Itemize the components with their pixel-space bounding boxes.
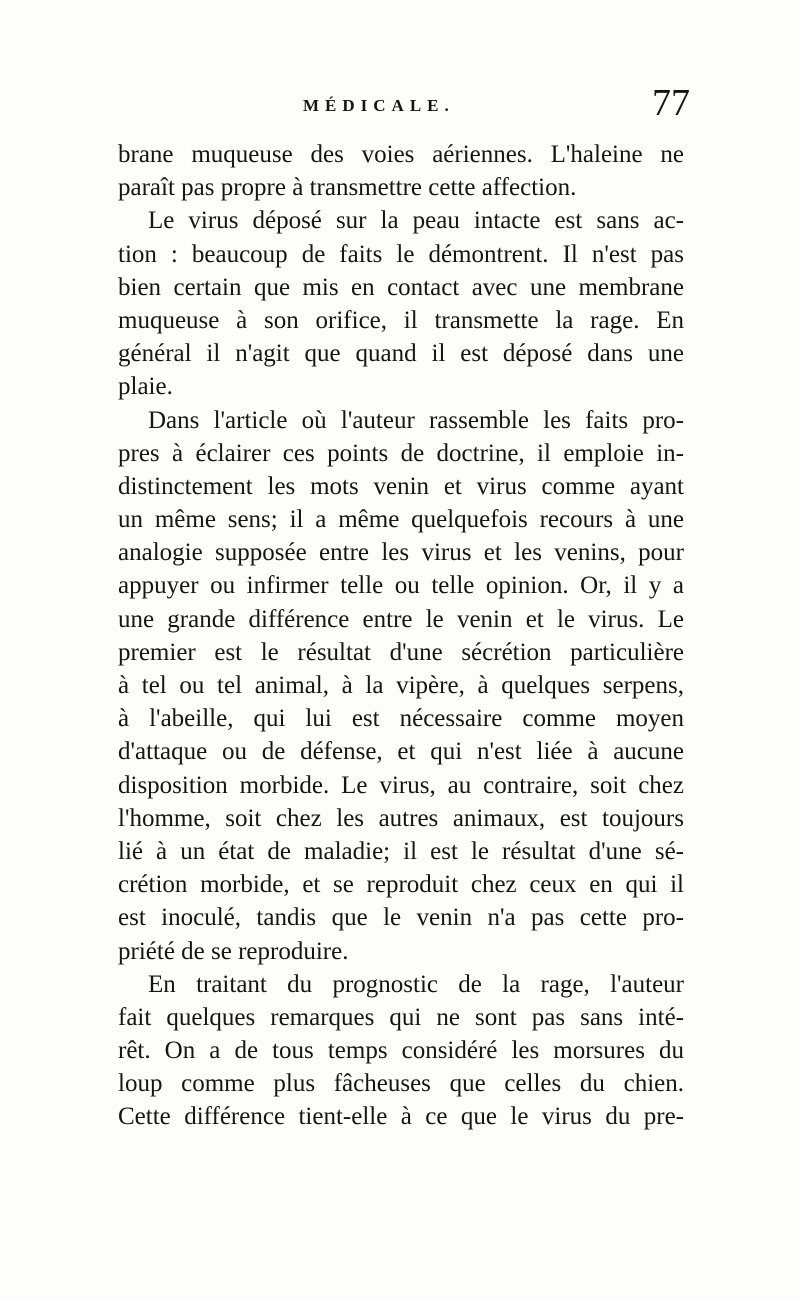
text-line: priété de se reproduire. (118, 937, 349, 965)
text-line: paraît pas propre à transmettre cette affection. (118, 174, 577, 202)
text-line: analogie supposée entre les virus et les venins, pour (118, 539, 684, 567)
text-line: premier est le résultat d'une sécrétion particulière (118, 638, 684, 666)
text-line: disposition morbide. Le virus, au contraire, soit chez (118, 771, 684, 799)
text-line: tion : beaucoup de faits le démontrent. Il n'est pas (118, 240, 684, 268)
body-text (118, 138, 684, 1134)
text-line: En traitant du prognostic de la rage, l'auteur (148, 970, 684, 998)
text-line: une grande différence entre le venin et le virus. Le (118, 605, 684, 633)
running-head (118, 84, 690, 134)
text-line: à l'abeille, qui lui est nécessaire comme moyen (118, 705, 684, 733)
text-line: général il n'agit que quand il est déposé dans une (118, 340, 684, 368)
text-line: d'attaque ou de défense, et qui n'est liée à aucune (118, 738, 684, 766)
text-line: rêt. On a de tous temps considéré les morsures du (118, 1037, 684, 1065)
text-line: plaie. (118, 373, 173, 401)
text-line: distinctement les mots venin et virus comme ayant (118, 472, 684, 500)
text-line: lié à un état de maladie; il est le résultat d'une sé- (118, 837, 684, 865)
text-line: Le virus déposé sur la peau intacte est sans ac- (148, 207, 684, 235)
text-line: Cette différence tient-elle à ce que le virus du pre- (118, 1103, 684, 1131)
text-line: muqueuse à son orifice, il transmette la rage. En (118, 306, 684, 334)
text-line: loup comme plus fâcheuses que celles du chien. (118, 1070, 684, 1098)
text-line: crétion morbide, et se reproduit chez ceux en qui il (118, 871, 684, 899)
text-line: l'homme, soit chez les autres animaux, est toujours (118, 804, 684, 832)
text-line: Dans l'article où l'auteur rassemble les faits pro- (148, 406, 684, 434)
text-line: appuyer ou infirmer telle ou telle opinion. Or, il y a (118, 572, 684, 600)
text-line: bien certain que mis en contact avec une membrane (118, 273, 684, 301)
text-line: fait quelques remarques qui ne sont pas sans inté- (118, 1003, 684, 1031)
text-line: à tel ou tel animal, à la vipère, à quelques serpens, (118, 672, 684, 699)
text-line: brane muqueuse des voies aériennes. L'haleine ne (118, 141, 684, 168)
text-line: est inoculé, tandis que le venin n'a pas cette pro- (118, 904, 684, 932)
text-line: un même sens; il a même quelquefois recours à une (118, 506, 684, 534)
page-number: 77 (652, 82, 690, 124)
text-line: pres à éclairer ces points de doctrine, il emploie in- (118, 439, 684, 467)
running-title: MÉDICALE. (303, 96, 455, 115)
